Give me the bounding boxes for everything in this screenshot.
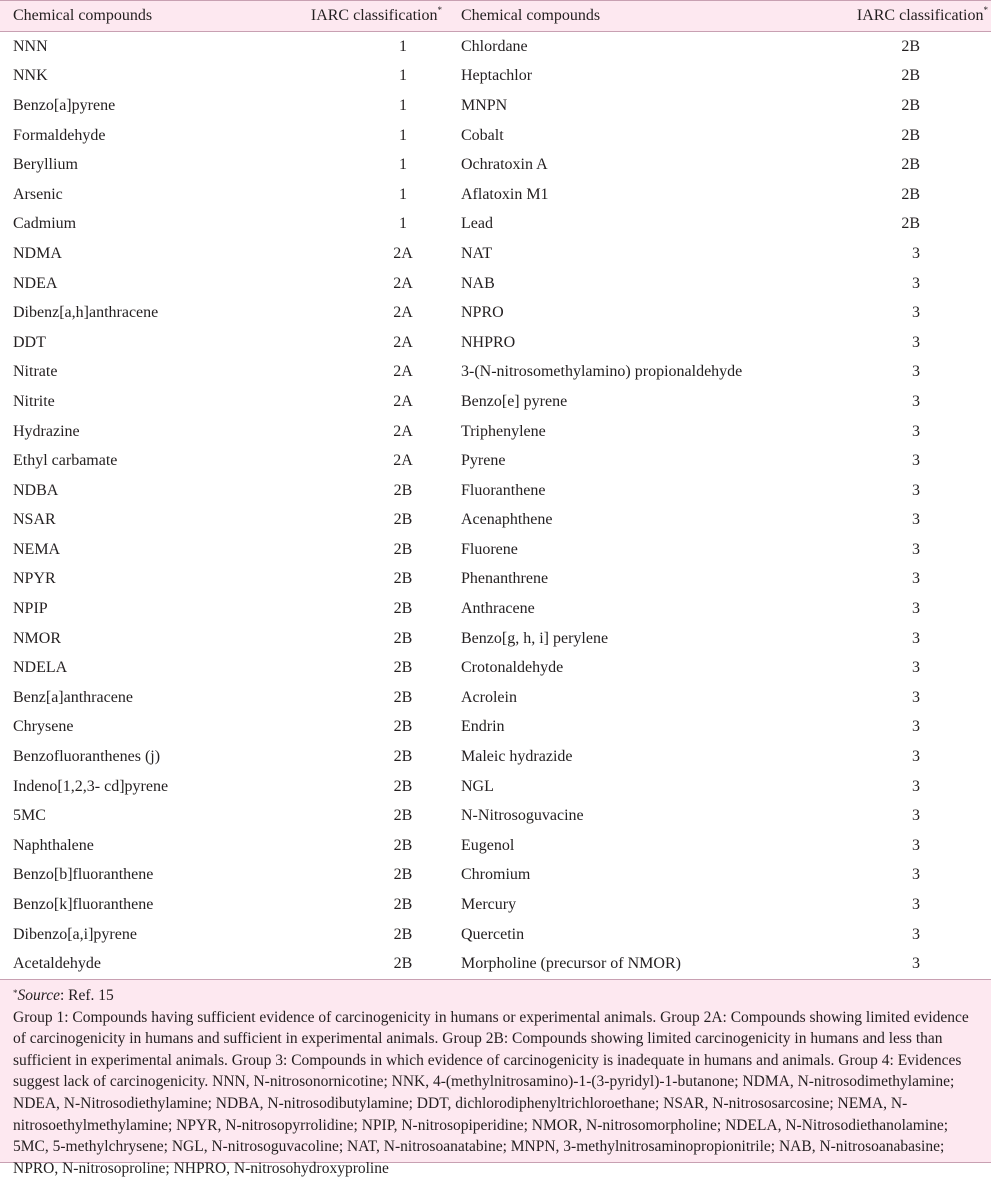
compound-right-cell: Acrolein [461,688,517,706]
header-classification-left: IARC classification* [240,1,448,32]
compound-left-cell: Benz[a]anthracene [13,688,133,706]
table-row [0,269,991,299]
table-row [0,713,991,743]
classification-right-cell: 3 [912,600,920,618]
classification-right-cell: 2B [901,215,920,233]
compound-right-cell: Cobalt [461,126,504,144]
classification-left-cell: 2B [393,688,413,706]
table-body [0,32,991,980]
footnote-note: Group 1: Compounds having sufficient evidence of carcinogenicity in humans or experimental animals. Group 2A: Compounds showing limited evidence of carcinogenicity in humans and sufficient in experimental animals. Group 2B: Compounds showing limited carcinogenicity in humans and less than sufficient in experimental animals. Group 3: Compounds in which evidence of carcinogenicity is inadequate in humans and animals. Group 4: Evidences suggest lack of carcinogenicity. NNN, N-nitrosonornicotine; NNK, 4-(methylnitrosamino)-1-(3-pyridyl)-1-butanone; NDMA, N-nitrosodimethylamine; NDEA, N-Nitrosodiethylamine; NDBA, N-nitrosodibutylamine; DDT, dichlorodiphenyltrichloroethane; NSAR, N-nitrososarcosine; NEMA, N-nitrosoethylmethylamine; NPYR, N-nitrosopyrrolidine; NPIP, N-nitrosopiperidine; NMOR, N-nitrosomorpholine; NDELA, N-Nitrosodiethanolamine; 5MC, 5-methylchrysene; NGL, N-nitrosoguvacoline; NAT, N-nitrosoanatabine; MNPN, 3-methylnitrosaminopropionitrile; NAB, N-nitrosoanabasine; NPRO, N-nitrosoproline; NHPRO, N-nitrosohydroxyproline [13,1008,969,1177]
compound-left-cell: Chrysene [13,718,74,736]
compound-right-cell: Endrin [461,718,505,736]
compound-right-cell: Anthracene [461,600,535,618]
classification-right-cell: 3 [912,896,920,914]
classification-left-cell: 2B [393,600,413,618]
classification-right-cell: 2B [901,96,920,114]
table-row [0,565,991,595]
classification-right-cell: 3 [912,452,920,470]
table-row [0,535,991,565]
table-row [0,624,991,654]
classification-left-cell: 2A [393,392,413,410]
compound-right-cell: Fluoranthene [461,481,546,499]
classification-left-cell: 1 [399,67,407,85]
compound-left-cell: Indeno[1,2,3- cd]pyrene [13,777,169,795]
compound-right-cell: Benzo[g, h, i] perylene [461,629,609,647]
table-row [0,594,991,624]
classification-right-cell: 2B [901,156,920,174]
compound-right-cell: Chlordane [461,37,528,55]
compound-left-cell: Nitrate [13,363,58,381]
header-asterisk-left: * [437,5,442,15]
compound-right-cell: 3-(N-nitrosomethylamino) propionaldehyde [461,363,743,381]
compound-left-cell: Beryllium [13,156,78,174]
table-row [0,653,991,683]
classification-right-cell: 3 [912,540,920,558]
classification-left-cell: 2B [393,896,413,914]
classification-right-cell: 3 [912,333,920,351]
compound-right-cell: Ochratoxin A [461,156,548,174]
compound-left-cell: Naphthalene [13,836,94,854]
header-compounds-right: Chemical compounds [448,1,826,32]
classification-right-cell: 3 [912,570,920,588]
compound-left-cell: Benzo[a]pyrene [13,96,116,114]
footnote-source: *Source: Ref. 15 [13,987,114,1004]
compound-right-cell: Acenaphthene [461,511,553,529]
compound-right-cell: NPRO [461,304,504,322]
table-row [0,358,991,388]
table-row [0,683,991,713]
compound-left-cell: NEMA [13,540,61,558]
classification-right-cell: 3 [912,629,920,647]
classification-right-cell: 3 [912,748,920,766]
compound-left-cell: NDELA [13,659,68,677]
classification-right-cell: 2B [901,37,920,55]
classification-left-cell: 2B [240,949,448,979]
table-row [0,32,991,62]
compound-right-cell: Morpholine (precursor of NMOR) [448,949,826,979]
compound-left-cell: Formaldehyde [13,126,106,144]
table-row [0,506,991,536]
classification-left-cell: 2A [393,274,413,292]
classification-right-cell: 3 [912,392,920,410]
table-row [0,210,991,240]
compound-left-cell: NDEA [13,274,58,292]
classification-left-cell: 2B [393,570,413,588]
table-row [0,446,991,476]
classification-left-cell: 2B [393,629,413,647]
classification-right-cell: 3 [912,274,920,292]
compound-left-cell: Benzofluoranthenes (j) [13,748,161,766]
compound-left-cell: NNK [13,67,48,85]
compound-right-cell: Fluorene [461,540,518,558]
classification-left-cell: 2B [393,807,413,825]
compound-left-cell: Arsenic [13,185,63,203]
classification-left-cell: 2B [393,777,413,795]
table-row [0,801,991,831]
classification-right-cell: 3 [912,836,920,854]
classification-right-cell: 3 [912,659,920,677]
table-header-row [0,1,991,32]
classification-left-cell: 1 [399,37,407,55]
compound-left-cell: NMOR [13,629,62,647]
classification-left-cell: 2B [393,481,413,499]
table-row [0,920,991,950]
compound-left-cell: Dibenz[a,h]anthracene [13,304,159,322]
classification-right-cell: 3 [912,422,920,440]
classification-right-cell: 3 [912,688,920,706]
compound-right-cell: Chromium [461,866,531,884]
compound-right-cell: NAB [461,274,495,292]
table-row [0,831,991,861]
classification-left-cell: 2B [393,748,413,766]
compound-left-cell: Cadmium [13,215,77,233]
source-text: : Ref. 15 [59,987,114,1004]
classification-left-cell: 2A [393,452,413,470]
compound-left-cell: NDMA [13,244,62,262]
compound-left-cell: Dibenzo[a,i]pyrene [13,925,137,943]
classification-left-cell: 2A [393,363,413,381]
classification-left-cell: 2B [393,718,413,736]
table-row [0,62,991,92]
table-row [0,890,991,920]
classification-left-cell: 1 [399,96,407,114]
classification-right-cell: 3 [912,866,920,884]
table-row [0,417,991,447]
compound-left-cell: NPYR [13,570,56,588]
table-row [0,328,991,358]
classification-left-cell: 1 [399,156,407,174]
classification-left-cell: 1 [399,126,407,144]
classification-left-cell: 2B [393,659,413,677]
compound-left-cell: NDBA [13,481,59,499]
compound-right-cell: Maleic hydrazide [461,748,573,766]
compound-right-cell: Eugenol [461,836,515,854]
classification-right-cell: 2B [901,126,920,144]
classification-left-cell: 2A [393,422,413,440]
header-compounds-left: Chemical compounds [0,1,240,32]
compound-left-cell: Ethyl carbamate [13,452,118,470]
table-row [0,239,991,269]
classification-left-cell: 1 [399,215,407,233]
table-row [0,949,991,979]
compound-left-cell: Benzo[b]fluoranthene [13,866,154,884]
table-footnote [0,980,991,1177]
table-row [0,121,991,151]
compound-right-cell: Pyrene [461,452,506,470]
classification-left-cell: 2A [393,244,413,262]
compound-left-cell: NSAR [13,511,56,529]
classification-left-cell: 2B [393,540,413,558]
compound-right-cell: NHPRO [461,333,516,351]
compound-right-cell: Benzo[e] pyrene [461,392,568,410]
compound-left-cell: Acetaldehyde [0,949,240,979]
compound-left-cell: DDT [13,333,46,351]
compound-left-cell: 5MC [13,807,46,825]
compound-right-cell: Quercetin [461,925,525,943]
compound-right-cell: NGL [461,777,494,795]
table-row [0,91,991,121]
compound-right-cell: Heptachlor [461,67,533,85]
compound-right-cell: Aflatoxin M1 [461,185,549,203]
compound-right-cell: N-Nitrosoguvacine [461,807,584,825]
header-asterisk-right: * [983,5,988,15]
table-row [0,387,991,417]
compound-right-cell: NAT [461,244,493,262]
classification-left-cell: 1 [399,185,407,203]
compound-left-cell: NPIP [13,600,48,618]
compound-right-cell: Triphenylene [461,422,546,440]
compound-left-cell: Hydrazine [13,422,80,440]
compound-right-cell: Mercury [461,896,517,914]
table-row [0,150,991,180]
compound-right-cell: MNPN [461,96,508,114]
classification-right-cell: 3 [912,925,920,943]
classification-left-cell: 2B [393,866,413,884]
classification-right-cell: 3 [912,363,920,381]
classification-right-cell: 3 [912,481,920,499]
compound-right-cell: Crotonaldehyde [461,659,564,677]
classification-left-cell: 2A [393,333,413,351]
table-row [0,861,991,891]
classification-right-cell: 3 [912,511,920,529]
classification-right-cell: 3 [912,777,920,795]
classification-left-cell: 2B [393,925,413,943]
compound-left-cell: NNN [13,37,48,55]
compound-right-cell: Lead [461,215,493,233]
table-row [0,742,991,772]
table-row [0,180,991,210]
compound-right-cell: Phenanthrene [461,570,549,588]
classification-right-cell: 2B [901,67,920,85]
table-row [0,298,991,328]
table-row [0,476,991,506]
classification-right-cell: 2B [901,185,920,203]
classification-right-cell: 3 [912,718,920,736]
compound-left-cell: Nitrite [13,392,55,410]
classification-right-cell: 3 [912,807,920,825]
classification-left-cell: 2A [393,304,413,322]
source-label: Source [17,987,60,1004]
header-classification-right: IARC classification* [826,1,991,32]
classification-left-cell: 2B [393,836,413,854]
classification-right-cell: 3 [912,304,920,322]
classification-right-cell: 3 [826,949,991,979]
table-row [0,772,991,802]
classification-left-cell: 2B [393,511,413,529]
compound-left-cell: Benzo[k]fluoranthene [13,896,154,914]
classification-right-cell: 3 [912,244,920,262]
